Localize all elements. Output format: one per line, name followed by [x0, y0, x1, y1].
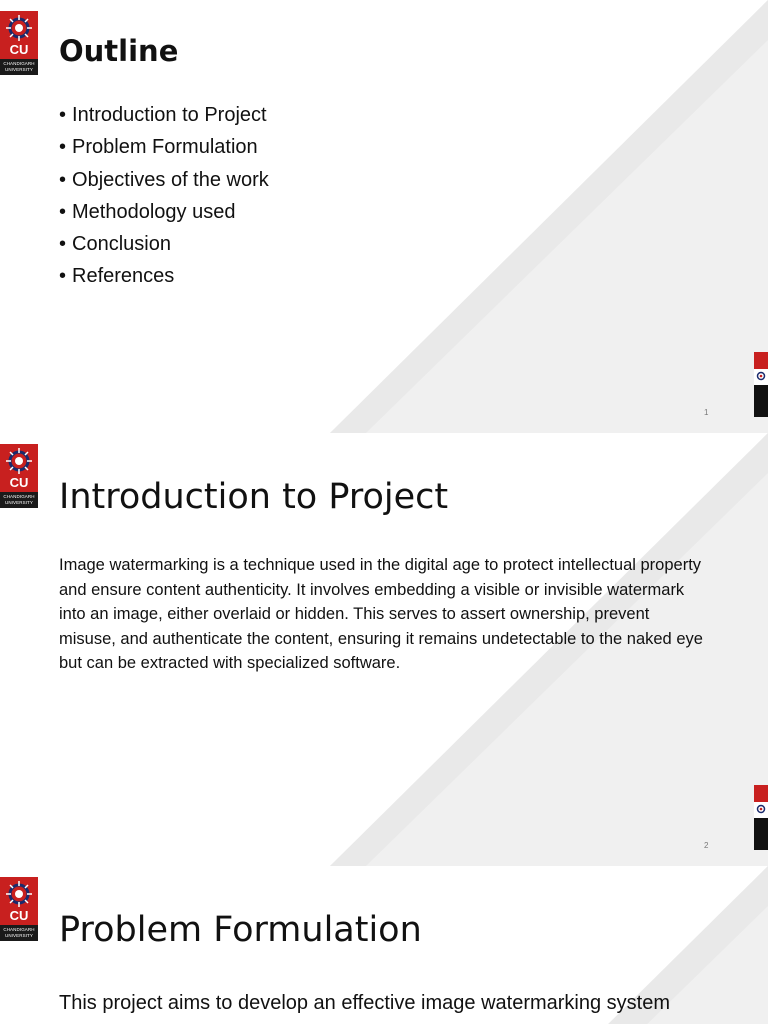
list-item: • Problem Formulation: [59, 131, 269, 163]
slide-title: Problem Formulation: [59, 910, 422, 950]
logo-short: CU: [9, 908, 29, 923]
list-item: • References: [59, 260, 269, 292]
side-logo-tab: [754, 352, 768, 417]
logo-line-1: CHANDIGARH: [3, 927, 35, 932]
slide-outline: [0, 0, 768, 433]
logo-line-1: CHANDIGARH: [3, 61, 35, 66]
page-number: 1: [704, 408, 709, 417]
list-item: • Conclusion: [59, 228, 269, 260]
logo-line-1: CHANDIGARH: [3, 494, 35, 499]
logo-line-2: UNIVERSITY: [4, 66, 33, 72]
slide-problem-formulation: [0, 866, 768, 1024]
list-item: • Introduction to Project: [59, 99, 269, 131]
logo-name: [0, 925, 38, 941]
outline-list: [59, 99, 269, 293]
page-number: 2: [704, 841, 709, 850]
logo-line-2: UNIVERSITY: [4, 932, 33, 938]
side-logo-tab: [754, 785, 768, 850]
logo-short: CU: [9, 42, 29, 57]
university-logo: [0, 877, 38, 941]
list-item: • Objectives of the work: [59, 164, 269, 196]
logo-name: [0, 59, 38, 75]
logo-name: [0, 492, 38, 508]
logo-short: CU: [9, 475, 29, 490]
emblem-icon: [4, 879, 34, 909]
emblem-icon: [756, 803, 766, 815]
logo-line-2: UNIVERSITY: [4, 499, 33, 505]
slide-title: Outline: [59, 34, 179, 68]
list-item: • Methodology used: [59, 196, 269, 228]
emblem-icon: [756, 370, 766, 382]
slide-introduction: [0, 433, 768, 866]
emblem-icon: [4, 446, 34, 476]
slide-body: This project aims to develop an effective image watermarking system: [59, 992, 671, 1014]
university-logo: [0, 444, 38, 508]
university-logo: [0, 11, 38, 75]
slide-body: Image watermarking is a technique used in the digital age to protect intellectual property and ensure content authenticity. It involves embedding a visible or invisible watermark into an image, either overlaid or hidden. This serves to assert ownership, prevent misuse, and authenticate the content, ensuring it remains undetectable to the naked eye but can be extracted with specialized software.: [59, 556, 703, 672]
slide-title: Introduction to Project: [59, 477, 449, 517]
emblem-icon: [4, 13, 34, 43]
